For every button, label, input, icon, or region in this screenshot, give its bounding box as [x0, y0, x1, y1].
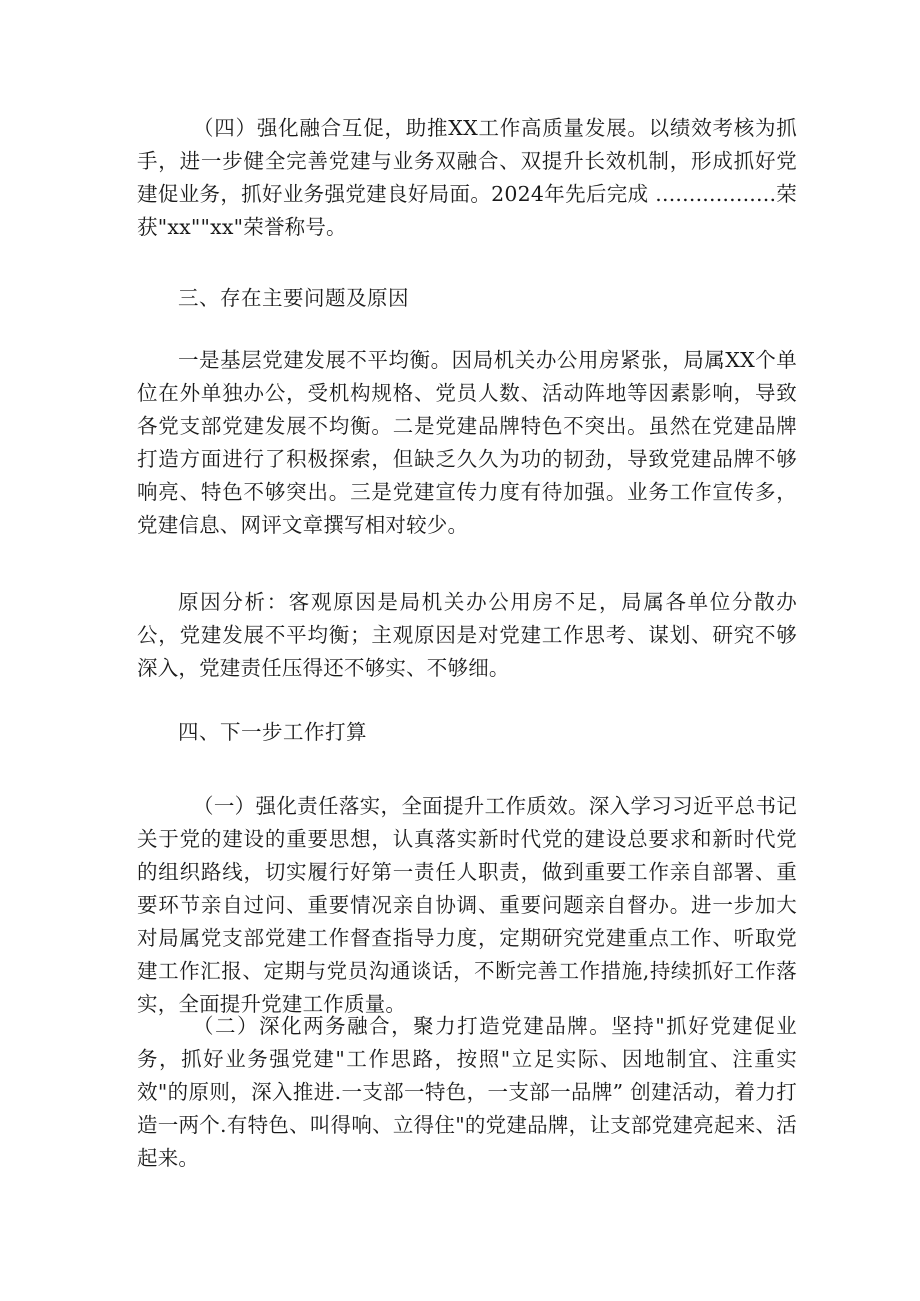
paragraph-main-problems: 一是基层党建发展不平均衡。因局机关办公用房紧张，局属XX个单位在外单独办公，受机构规格、党员人数、活动阵地等因素影响，导致各党支部党建发展不均衡。二是党建品牌特色不突出。虽然在党建品牌打造方面进行了积极探索，但缺乏久久为功的韧劲，导致党建品牌不够响亮、特色不够突出。三是党建宣传力度有待加强。业务工作宣传多，党建信息、网评文章撰写相对较少。 — [137, 348, 797, 537]
paragraph-brand-building: （二）深化两务融合，聚力打造党建品牌。坚持"抓好党建促业务，抓好业务强党建"工作思路，按照"立足实际、因地制宜、注重实效"的原则，深入推进.一支部一特色，一支部一品牌” 创建活动，着力打造一两个.有特色、叫得响、立得住"的党建品牌，让支部党建亮起来、活起来。 — [137, 1014, 797, 1170]
section-heading-next-steps: 四、下一步工作打算 — [178, 720, 367, 744]
paragraph-cause-analysis: 原因分析：客观原因是局机关办公用房不足，局属各单位分散办公，党建发展不平均衡；主观原因是对党建工作思考、谋划、研究不够深入，党建责任压得还不够实、不够细。 — [137, 590, 797, 680]
paragraph-responsibility: （一）强化责任落实，全面提升工作质效。深入学习习近平总书记关于党的建设的重要思想，认真落实新时代党的建设总要求和新时代党的组织路线，切实履行好第一责任人职责，做到重要工作亲自部署、重要环节亲自过问、重要情况亲自协调、重要问题亲自督办。进一步加大对局属党支部党建工作督查指导力度，定期研究党建重点工作、听取党建工作汇报、定期与党员沟通谈话，不断完善工作措施,持续抓好工作落实，全面提升党建工作质量。 — [137, 794, 797, 1016]
section-heading-problems: 三、存在主要问题及原因 — [178, 286, 409, 310]
paragraph-strengthen-integration: （四）强化融合互促，助推XX工作高质量发展。以绩效考核为抓手，进一步健全完善党建与业务双融合、双提升长效机制，形成抓好党建促业务，抓好业务强党建良好局面。2024年先后完成 ..................荣获"xx""xx"荣誉称号。 — [137, 116, 797, 239]
